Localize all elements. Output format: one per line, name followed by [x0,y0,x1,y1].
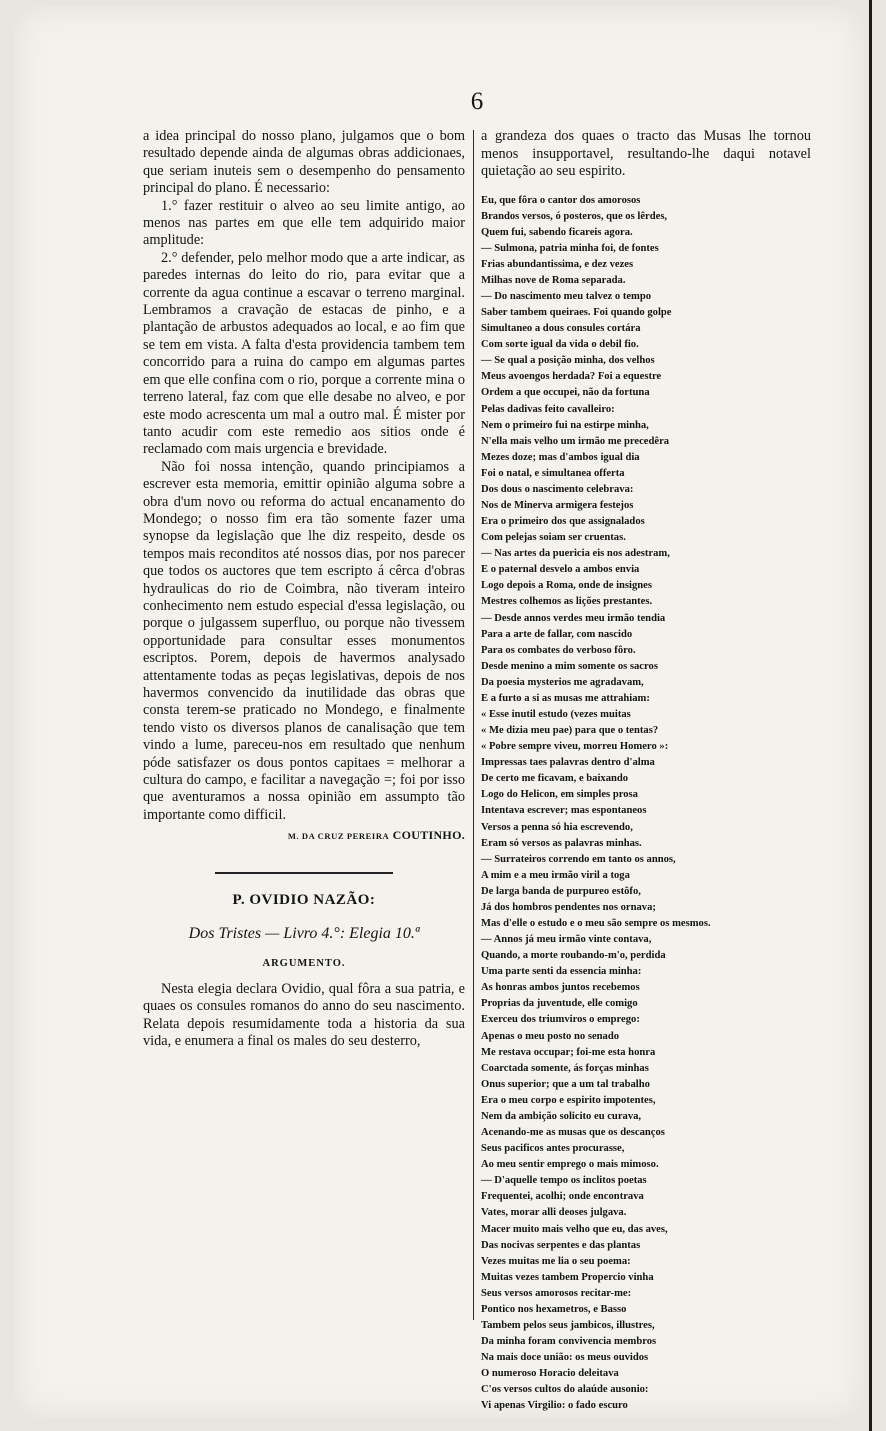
poem-line: Seus pacificos antes procurasse, [481,1143,625,1155]
poem-line: Era o meu corpo e espirito impotentes, [481,1094,656,1106]
poem-line: Acenando-me as musas que os descanços [481,1127,665,1139]
poem-line: Mas d'elle o estudo e o meu são sempre os mesmos. [481,918,711,930]
poem-line: Exerceu dos triumviros o emprego: [481,1014,640,1026]
poem-line: — Do nascimento meu talvez o tempo [481,290,652,302]
poem-line: E o paternal desvelo a ambos envia [481,564,640,576]
poem-line: Desde menino a mim somente os sacros [481,660,658,672]
poem-line: Quando, a morte roubando-m'o, perdida [481,950,666,962]
poem-line: Nem o primeiro fui na estirpe minha, [481,419,649,431]
poem-line: Tambem pelos seus jambicos, illustres, [481,1319,655,1331]
poem-line: A mim e a meu irmão viril a toga [481,869,630,881]
paragraph: a idea principal do nosso plano, julgamos que o bom resultado depende ainda de algumas obras addicionaes, que seriam inuteis sem o desempenho do pensamento principal do plano. É necessario: [143,128,465,197]
poem-line: — Sulmona, patria minha foi, de fontes [481,242,659,254]
poem-line: Frequentei, acolhi; onde encontrava [481,1191,644,1203]
poem-line: Vi apenas Virgilio: o fado escuro [481,1400,628,1412]
poem-line: Macer muito mais velho que eu, das aves, [481,1223,668,1235]
poem-line: E a furto a si as musas me attrahiam: [481,692,650,704]
poem-line: Simultaneo a dous consules cortára [481,323,641,335]
poem-line: Ordem a que occupei, não da fortuna [481,387,650,399]
poem-line: Nos de Minerva armigera festejos [481,499,634,511]
poem-line: — Nas artes da puericia eis nos adestram, [481,548,670,560]
poem-line: Pelas dadivas feito cavalleiro: [481,403,615,415]
poem-line: Das nocivas serpentes e das plantas [481,1239,641,1251]
argument-text: Nesta elegia declara Ovidio, qual fôra a sua patria, e quaes os consules romanos do anno do seu nascimento. Relata depois resumidamente toda a historia da sua vida, e enumera a final os males do seu desterro, [143,980,465,1050]
poem-line: Ao meu sentir emprego o mais mimoso. [481,1159,659,1171]
poem-line: Na mais doce união: os meus ouvidos [481,1352,649,1364]
poem-line: Mezes doze; mas d'ambos igual dia [481,451,640,463]
poem-line: Logo depois a Roma, onde de insignes [481,580,653,592]
poem-line: Impressas taes palavras dentro d'alma [481,757,655,769]
poem-line: — Desde annos verdes meu irmão tendia [481,612,666,624]
poem-line: « Pobre sempre viveu, morreu Homero »: [481,741,669,753]
column-rule [473,130,474,1320]
author-signature [143,827,465,845]
poem-line: Para a arte de fallar, com nascido [481,628,633,640]
poem-line: Nem da ambição solicito eu curava, [481,1110,642,1122]
poem-line: Muitas vezes tambem Propercio vinha [481,1271,654,1283]
poem-line: Meus avoengos herdada? Foi a equestre [481,371,662,383]
poem-verses [481,193,811,1415]
argument-title: ARGUMENTO. [262,958,346,970]
paragraph: 1.° fazer restituir o alveo ao seu limite antigo, ao menos nas partes em que elle tem adquirido maior amplitude: [143,197,465,249]
paragraph: 2.° defender, pelo melhor modo que a arte indicar, as paredes internas do leito do rio, para evitar que a corrente da agua continue a escavar o terreno marginal. Lembramos a cravação de estacas de pinho, e a plantação de arbustos adequados ao local, e ao fim que se tem em vista. A falta d'esta providencia tambem tem concorrido para a ruina do campo em algumas partes em que elle confina com o rio, porque a corrente mina o terreno lateral, faz com que elle desabe no alveo, e por este modo acrescenta um mal a outro mal. É mister por tanto acudir com este remedio aos sitios onde é reclamado com mais urgencia e brevidade. [143,249,465,458]
poem-line: Eu, que fôra o cantor dos amorosos [481,194,641,206]
poem-line: Quem fui, sabendo ficareis agora. [481,226,633,238]
poem-line: Milhas nove de Roma separada. [481,274,626,286]
poem-line: Já dos hombros pendentes nos ornava; [481,901,656,913]
poem-line: Onus superior; que a um tal trabalho [481,1078,650,1090]
poem-line: Com pelejas soiam ser cruentas. [481,532,626,544]
poem-line: As honras ambos juntos recebemos [481,982,640,994]
right-column [481,128,811,1414]
section-divider [215,872,393,874]
poem-line: Logo do Helicon, em simples prosa [481,789,638,801]
poem-line: Me restava occupar; foi-me esta honra [481,1046,656,1058]
poem-line: — Surrateiros correndo em tanto os annos, [481,853,676,865]
left-column [143,128,465,1051]
poem-line: Coarctada somente, ás forças minhas [481,1062,649,1074]
poem-line: Eram só versos as palavras minhas. [481,837,642,849]
poem-line: — Se qual a posição minha, dos velhos [481,355,655,367]
poem-line: N'ella mais velho um irmão me precedêra [481,435,670,447]
poem-line: Vates, morar alli deoses julgava. [481,1207,627,1219]
poem-line: Da minha foram convivencia membros [481,1336,657,1348]
poem-line: Uma parte senti da essencia minha: [481,966,642,978]
poem-line: Dos dous o nascimento celebrava: [481,483,634,495]
page-edge [869,0,872,1431]
poem-line: Da poesia mysterios me agradavam, [481,676,644,688]
poem-line: Versos a penna só hia escrevendo, [481,821,633,833]
section-heading: P. OVIDIO NAZÃO: [232,891,376,908]
poem-line: Proprias da juventude, elle comigo [481,998,638,1010]
poem-line: C'os versos cultos do alaúde ausonio: [481,1384,649,1396]
poem-line: Era o primeiro dos que assignalados [481,516,645,528]
poem-line: Apenas o meu posto no senado [481,1030,620,1042]
poem-line: Vezes muitas me lia o seu poema: [481,1255,631,1267]
poem-line: « Me dizia meu pae) para que o tentas? [481,725,659,737]
page-number: 6 [470,88,484,115]
poem-line: Saber tambem queiraes. Foi quando golpe [481,307,672,319]
poem-line: Foi o natal, e simultanea offerta [481,467,625,479]
poem-line: Frias abundantissima, e dez vezes [481,258,634,270]
poem-line: — Annos já meu irmão vinte contava, [481,934,652,946]
argument-continuation: a grandeza dos quaes o tracto das Musas lhe tornou menos insupportavel, resultando-lhe daqui notavel quietação ao seu espirito. [481,128,811,179]
poem-line: Seus versos amorosos recitar-me: [481,1287,632,1299]
poem-line: De larga banda de purpureo estôfo, [481,885,641,897]
poem-line: Para os combates do verboso fôro. [481,644,636,656]
poem-line: Pontico nos hexametros, e Basso [481,1303,627,1315]
poem-line: O numeroso Horacio deleitava [481,1368,619,1380]
signature-name: M. DA CRUZ PEREIRA [287,831,390,842]
poem-line: Mestres colhemos as lições prestantes. [481,596,653,608]
poem-line: Intentava escrever; mas espontaneos [481,805,647,817]
poem-line: Brandos versos, ó posteros, que os lêrdes, [481,210,668,222]
poem-line: De certo me ficavam, e baixando [481,773,629,785]
signature-surname: COUTINHO. [392,828,465,843]
poem-line: « Esse inutil estudo (vezes muitas [481,709,631,720]
poem-line: — D'aquelle tempo os inclitos poetas [481,1175,647,1187]
paragraph: Não foi nossa intenção, quando principiamos a escrever esta memoria, emittir opinião alguma sobre a obra d'um novo ou reforma do actual encanamento do Mondego; o nosso fim era tão somente fazer uma synopse da legislação que lhe diz respeito, desde os tempos mais reconditos até nossos dias, por nos parecer que todos os auctores que tem escripto á cêrca d'obras hydraulicas do rio de Coimbra, não tiveram inteiro conhecimento nem estudo especial d'essa legislação, ou porque o julgassem superfluo, ou porque não tivessem opportunidade para consultar esses monumentos escriptos. Porem, depois de havermos analysado attentamente todas as peças legislativas, depois de nos havermos convencido da inutilidade das obras que consta terem-se praticado no Mondego, e finalmente tendo visto os diversos planos de canalisação que tem vindo a lume, pareceu-nos em resultado que nenhum póde satisfazer os dous pontos capitaes = melhorar a cultura do campo, e facilitar a navegação =; foi por isso que aventuramos a nossa opinião em assumpto tão importante como difficil. [143,458,465,823]
poem-line: Com sorte igual da vida o debil fio. [481,339,639,351]
section-subheading: Dos Tristes — Livro 4.°: Elegia 10.ª [188,925,420,943]
